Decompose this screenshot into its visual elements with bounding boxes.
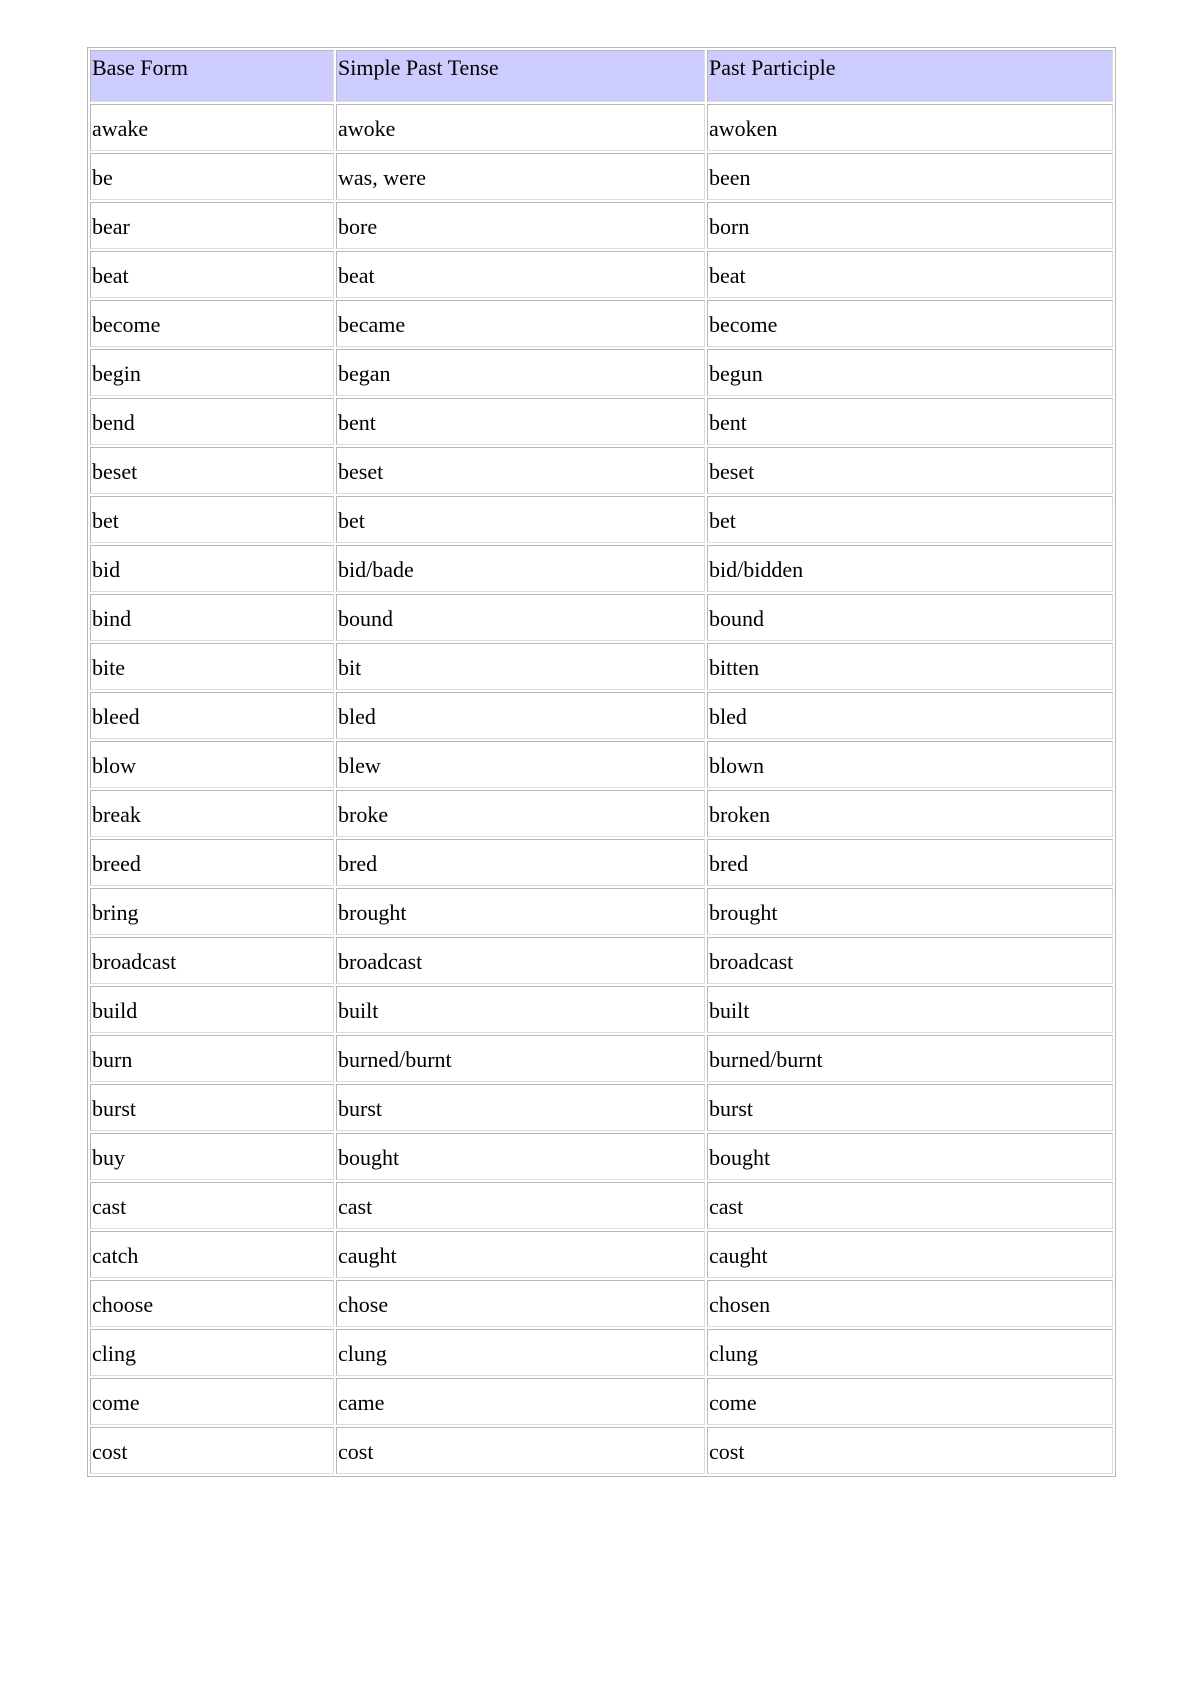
cell-simple-past: bid/bade: [336, 545, 705, 592]
cell-base-form: burn: [90, 1035, 334, 1082]
cell-base-form: cast: [90, 1182, 334, 1229]
header-simple-past-tense: Simple Past Tense: [336, 50, 705, 102]
table-row: [90, 643, 1113, 690]
cell-past-participle: blown: [707, 741, 1113, 788]
cell-past-participle: burst: [707, 1084, 1113, 1131]
header-row: [90, 50, 1113, 102]
cell-past-participle: been: [707, 153, 1113, 200]
table-row: [90, 104, 1113, 151]
cell-simple-past: chose: [336, 1280, 705, 1327]
cell-past-participle: clung: [707, 1329, 1113, 1376]
table-row: [90, 496, 1113, 543]
table-row: [90, 349, 1113, 396]
cell-past-participle: bent: [707, 398, 1113, 445]
cell-base-form: cling: [90, 1329, 334, 1376]
cell-past-participle: bid/bidden: [707, 545, 1113, 592]
cell-past-participle: chosen: [707, 1280, 1113, 1327]
table-row: [90, 398, 1113, 445]
cell-simple-past: beat: [336, 251, 705, 298]
table-row: [90, 251, 1113, 298]
cell-base-form: cost: [90, 1427, 334, 1474]
header-past-participle: Past Participle: [707, 50, 1113, 102]
table-header: [90, 50, 1113, 102]
cell-base-form: beset: [90, 447, 334, 494]
cell-base-form: build: [90, 986, 334, 1033]
table-row: [90, 1182, 1113, 1229]
cell-simple-past: bled: [336, 692, 705, 739]
table-row: [90, 1427, 1113, 1474]
cell-simple-past: broke: [336, 790, 705, 837]
table-row: [90, 1035, 1113, 1082]
cell-base-form: bite: [90, 643, 334, 690]
cell-simple-past: bet: [336, 496, 705, 543]
cell-base-form: catch: [90, 1231, 334, 1278]
irregular-verbs-table: [87, 47, 1116, 1477]
cell-simple-past: was, were: [336, 153, 705, 200]
cell-past-participle: cast: [707, 1182, 1113, 1229]
cell-simple-past: bent: [336, 398, 705, 445]
cell-base-form: beat: [90, 251, 334, 298]
cell-past-participle: awoken: [707, 104, 1113, 151]
table-row: [90, 1329, 1113, 1376]
cell-past-participle: become: [707, 300, 1113, 347]
cell-base-form: bleed: [90, 692, 334, 739]
cell-base-form: bid: [90, 545, 334, 592]
cell-simple-past: cost: [336, 1427, 705, 1474]
table-row: [90, 888, 1113, 935]
cell-past-participle: bound: [707, 594, 1113, 641]
cell-past-participle: broadcast: [707, 937, 1113, 984]
cell-simple-past: bit: [336, 643, 705, 690]
cell-simple-past: beset: [336, 447, 705, 494]
table-row: [90, 447, 1113, 494]
cell-simple-past: bore: [336, 202, 705, 249]
cell-past-participle: beset: [707, 447, 1113, 494]
cell-simple-past: built: [336, 986, 705, 1033]
cell-simple-past: bound: [336, 594, 705, 641]
table-row: [90, 741, 1113, 788]
cell-simple-past: came: [336, 1378, 705, 1425]
cell-past-participle: bet: [707, 496, 1113, 543]
cell-base-form: burst: [90, 1084, 334, 1131]
table-row: [90, 986, 1113, 1033]
cell-base-form: bring: [90, 888, 334, 935]
cell-base-form: breed: [90, 839, 334, 886]
cell-past-participle: bought: [707, 1133, 1113, 1180]
cell-past-participle: brought: [707, 888, 1113, 935]
cell-base-form: blow: [90, 741, 334, 788]
cell-simple-past: clung: [336, 1329, 705, 1376]
cell-base-form: choose: [90, 1280, 334, 1327]
cell-simple-past: burned/burnt: [336, 1035, 705, 1082]
cell-simple-past: cast: [336, 1182, 705, 1229]
cell-base-form: become: [90, 300, 334, 347]
cell-past-participle: bred: [707, 839, 1113, 886]
table-row: [90, 153, 1113, 200]
cell-past-participle: come: [707, 1378, 1113, 1425]
cell-base-form: bet: [90, 496, 334, 543]
cell-past-participle: beat: [707, 251, 1113, 298]
table-row: [90, 839, 1113, 886]
cell-simple-past: burst: [336, 1084, 705, 1131]
cell-past-participle: born: [707, 202, 1113, 249]
cell-base-form: bend: [90, 398, 334, 445]
table-row: [90, 202, 1113, 249]
cell-base-form: awake: [90, 104, 334, 151]
header-base-form: Base Form: [90, 50, 334, 102]
cell-base-form: buy: [90, 1133, 334, 1180]
cell-simple-past: bought: [336, 1133, 705, 1180]
table-row: [90, 1231, 1113, 1278]
table-row: [90, 1133, 1113, 1180]
cell-simple-past: awoke: [336, 104, 705, 151]
table-row: [90, 692, 1113, 739]
cell-simple-past: blew: [336, 741, 705, 788]
cell-past-participle: cost: [707, 1427, 1113, 1474]
table-row: [90, 594, 1113, 641]
table-row: [90, 1084, 1113, 1131]
cell-simple-past: bred: [336, 839, 705, 886]
cell-simple-past: broadcast: [336, 937, 705, 984]
cell-base-form: bind: [90, 594, 334, 641]
cell-past-participle: bitten: [707, 643, 1113, 690]
cell-simple-past: began: [336, 349, 705, 396]
table-row: [90, 1378, 1113, 1425]
cell-simple-past: brought: [336, 888, 705, 935]
cell-past-participle: built: [707, 986, 1113, 1033]
cell-past-participle: broken: [707, 790, 1113, 837]
cell-base-form: begin: [90, 349, 334, 396]
table-row: [90, 937, 1113, 984]
cell-past-participle: burned/burnt: [707, 1035, 1113, 1082]
cell-past-participle: bled: [707, 692, 1113, 739]
cell-simple-past: caught: [336, 1231, 705, 1278]
cell-simple-past: became: [336, 300, 705, 347]
cell-base-form: be: [90, 153, 334, 200]
table-body: [90, 104, 1113, 1474]
cell-past-participle: begun: [707, 349, 1113, 396]
table-row: [90, 300, 1113, 347]
cell-base-form: bear: [90, 202, 334, 249]
cell-base-form: broadcast: [90, 937, 334, 984]
cell-base-form: come: [90, 1378, 334, 1425]
document-page: [87, 47, 1116, 1477]
cell-base-form: break: [90, 790, 334, 837]
cell-past-participle: caught: [707, 1231, 1113, 1278]
table-row: [90, 790, 1113, 837]
table-row: [90, 1280, 1113, 1327]
table-row: [90, 545, 1113, 592]
